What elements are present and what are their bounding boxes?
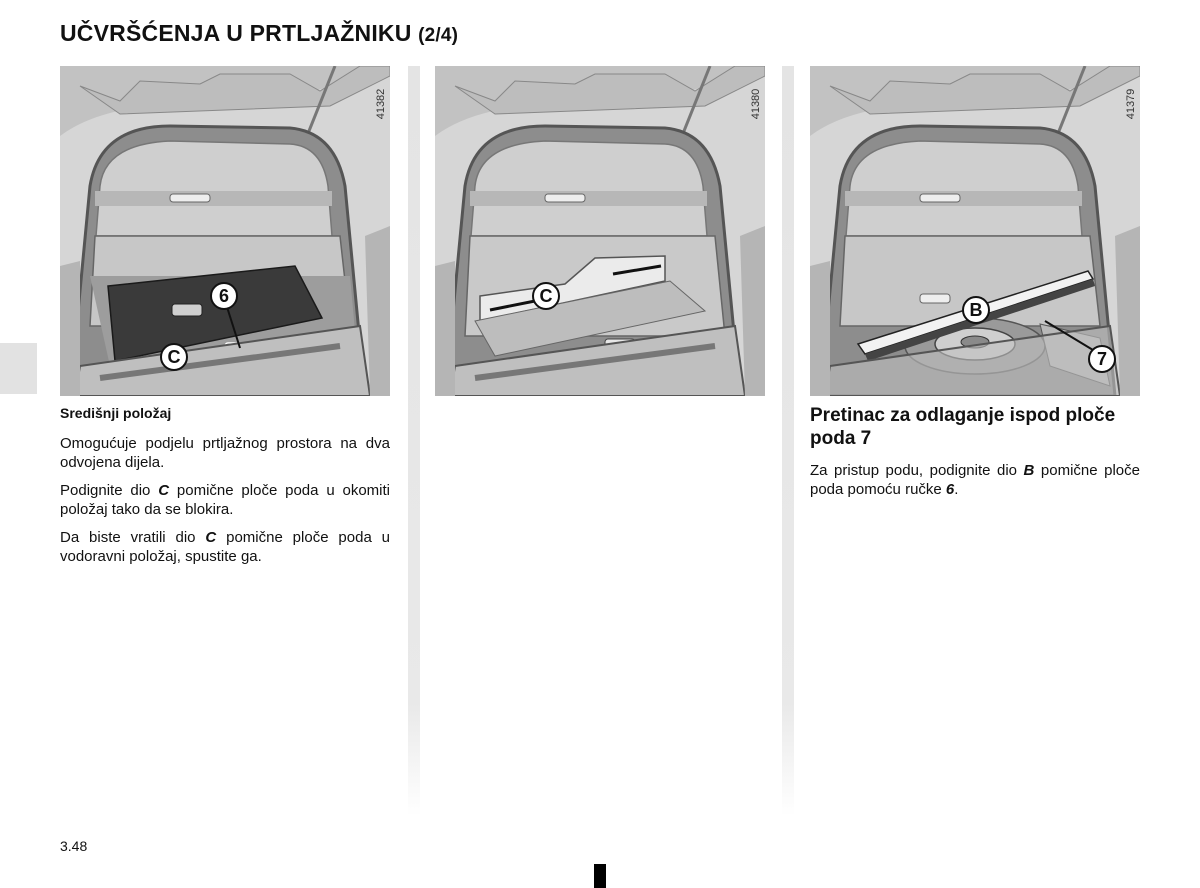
chapter-tab xyxy=(0,343,37,394)
figure-underfloor-storage xyxy=(810,66,1140,396)
trunk-illustration xyxy=(435,66,765,396)
callout-label: 7 xyxy=(1088,345,1116,373)
callout-label: C xyxy=(160,343,188,371)
page-title-suffix: (2/4) xyxy=(418,25,459,46)
callout-label: B xyxy=(962,296,990,324)
section-heading: Pretinac za odlaganje ispod ploče poda 7 xyxy=(810,405,1116,449)
page-title xyxy=(60,20,458,47)
callout-label: 6 xyxy=(210,282,238,310)
figure-number: 41379 xyxy=(1125,88,1137,120)
page-title-text: UČVRŠĆENJA U PRTLJAŽNIKU xyxy=(60,20,412,46)
figure-number: 41380 xyxy=(750,88,762,120)
figure-trunk-panel-raised xyxy=(435,66,765,396)
part-label: 6 xyxy=(945,481,955,498)
part-label: B xyxy=(1023,462,1035,479)
callout-label: C xyxy=(532,282,560,310)
figure-number: 41382 xyxy=(375,88,387,120)
paragraph: Omogućuje podjelu prtljažnog prostora na dva odvojena dijela. xyxy=(60,435,390,471)
page-marker xyxy=(594,864,606,888)
trunk-illustration xyxy=(810,66,1140,396)
part-label: C xyxy=(205,529,217,546)
part-label: C xyxy=(158,482,170,499)
figure-trunk-center-position xyxy=(60,66,390,396)
paragraph: Za pristup podu, podignite dio B pomične ploče poda pomoću ručke 6. xyxy=(810,462,1140,498)
section-heading: Središnji položaj xyxy=(60,405,172,421)
page-number: 3.48 xyxy=(60,838,88,854)
left-text-column xyxy=(60,404,390,575)
column-separator-1 xyxy=(408,66,420,816)
paragraph: Podignite dio C pomične ploče poda u okomiti položaj tako da se blokira. xyxy=(60,482,390,518)
right-text-column xyxy=(810,404,1140,508)
column-separator-2 xyxy=(782,66,794,816)
paragraph: Da biste vratili dio C pomične ploče poda u vodoravni položaj, spustite ga. xyxy=(60,529,390,565)
trunk-illustration xyxy=(60,66,390,396)
